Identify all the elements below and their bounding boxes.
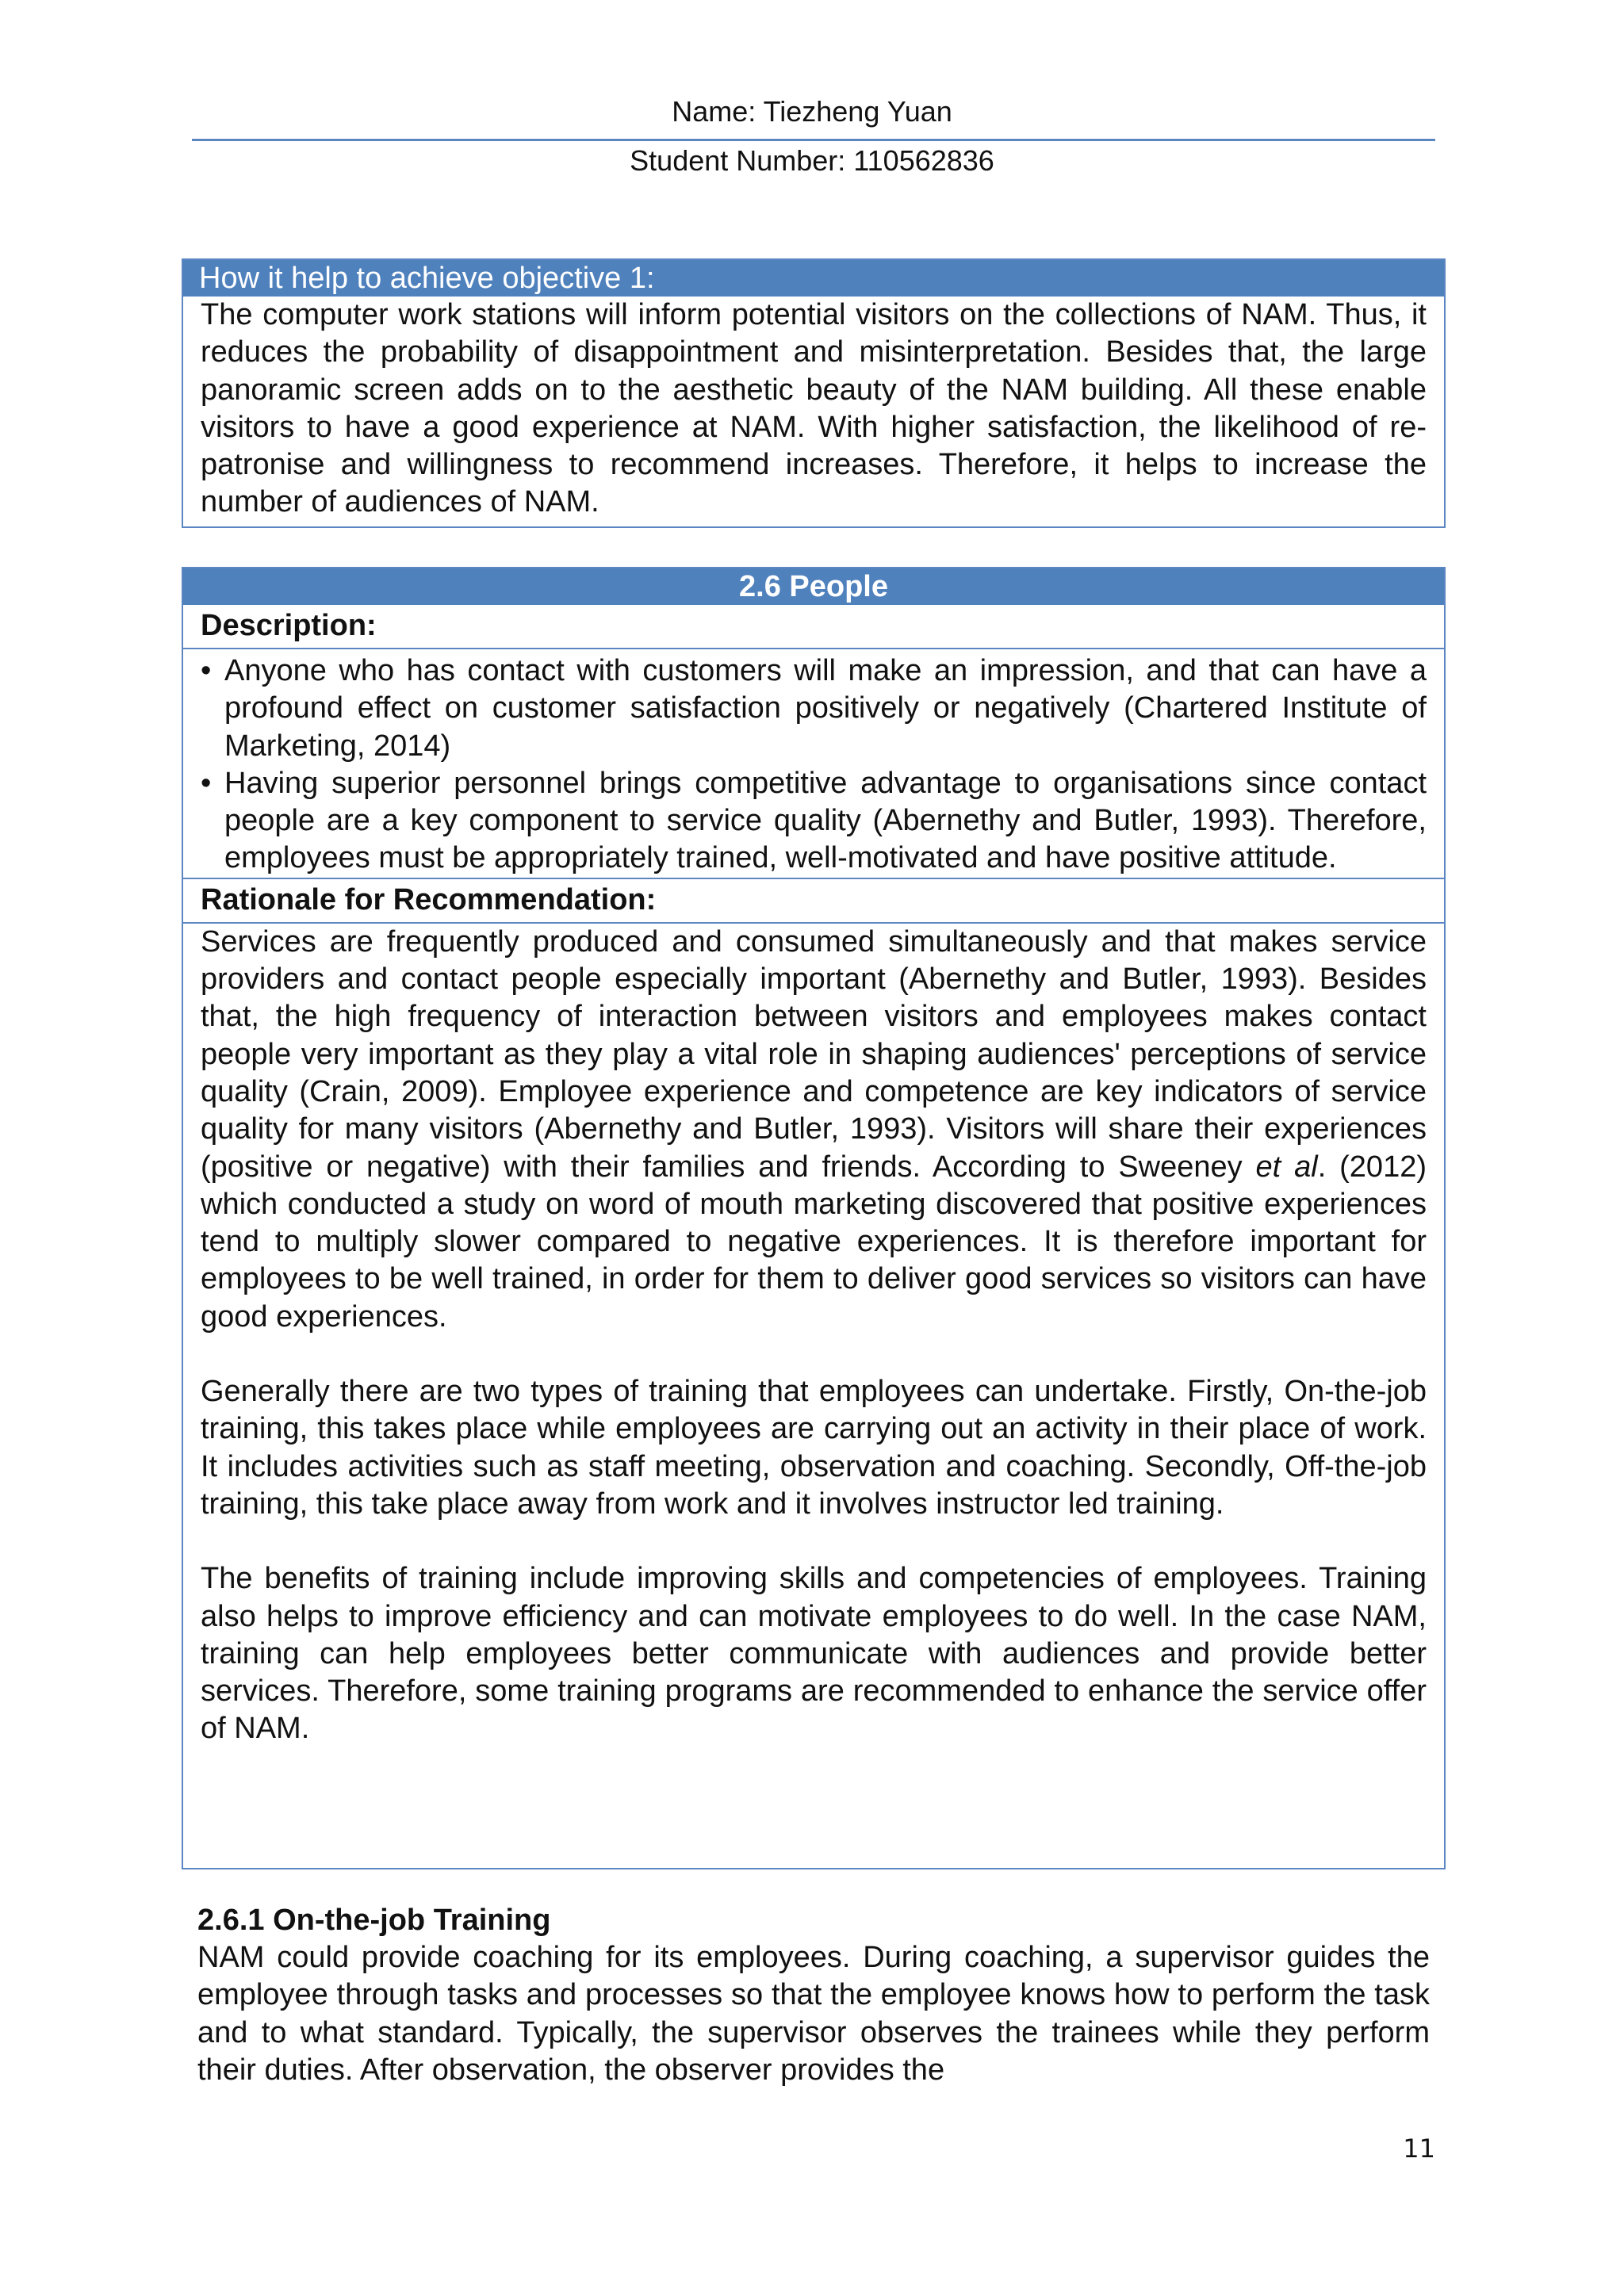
bullet-marker: • [201, 766, 212, 800]
header-name: Name: Tiezheng Yuan [672, 95, 952, 128]
paragraph-gap [183, 1523, 1444, 1560]
rationale-text: Services are frequently produced and consumed simultaneously and that makes service providers and contact people especially important (Abernethy and Butler, 1993). Besides that, the high frequency of interaction between visitors and employees makes contact people very important as they play a vital role in shaping audiences' perceptions of service quality (Crain, 2009). Employee experience and competence are key indicators of service quality for many visitors (Abernethy and Butler, 1993). Visitors will share their experiences (positive or negative) with their families and friends. According to Sweeney [201, 924, 1427, 1184]
list-item [201, 652, 1427, 765]
people-box [182, 567, 1446, 1869]
header-divider [192, 139, 1435, 141]
rationale-paragraph-3: The benefits of training include improving skills and competencies of employees. Training also helps to improve efficiency and can motivate employees to do well. In the case NAM, training can help employees better communicate with audiences and provide better services. Therefore, some training programs are recommended to enhance the service offer of NAM. [201, 1562, 1427, 1746]
paragraph-gap [183, 1336, 1444, 1373]
page-number: 11 [1403, 2133, 1435, 2164]
bullet-text: Anyone who has contact with customers will make an impression, and that can have a profound effect on customer satisfaction positively or negatively (Chartered Institute of Marketing, 2014) [224, 654, 1427, 763]
header-student-number: Student Number: 110562836 [630, 144, 994, 177]
bullet-marker: • [201, 654, 212, 687]
rationale-text: . (2012) which conducted a study on word of mouth marketing discovered that positive experiences tend to multiply slower compared to negative experiences. It is therefore important for employees to be well trained, in order for them to deliver good services so visitors can have good experiences. [201, 1150, 1427, 1334]
description-bullet-list [183, 649, 1444, 878]
citation-italic: et al [1255, 1150, 1318, 1184]
rationale-paragraph-2: Generally there are two types of training that employees can undertake. Firstly, On-the-job training, this takes place while employees are carrying out an activity in their place of work. It includes activities such as staff meeting, observation and coaching. Secondly, Off-the-job training, this take place away from work and it involves instructor led training. [201, 1375, 1427, 1521]
on-the-job-training-section [197, 1901, 1430, 2089]
rationale-paragraph-1 [183, 924, 1444, 1336]
objective-body: The computer work stations will inform potential visitors on the collections of NAM. Thus, it reduces the probability of disappointment and misinterpretation. Besides that, the large panoramic screen adds on to the aesthetic beauty of the NAM building. All these enable visitors to have a good experience at NAM. With higher satisfaction, the likelihood of re-patronise and willingness to recommend increases. Therefore, it helps to increase the number of audiences of NAM. [201, 298, 1427, 519]
bullet-text: Having superior personnel brings competitive advantage to organisations since contact people are a key component to service quality (Abernethy and Butler, 1993). Therefore, employees must be appropriately trained, well-motivated and have positive attitude. [224, 766, 1427, 875]
people-section-title: 2.6 People [183, 568, 1444, 605]
section-heading: 2.6.1 On-the-job Training [197, 1904, 551, 1937]
list-item [201, 765, 1427, 878]
rationale-label: Rationale for Recommendation: [183, 878, 1444, 924]
objective-heading: How it help to achieve objective 1: [183, 260, 1444, 297]
section-body: NAM could provide coaching for its employees. During coaching, a supervisor guides the employee through tasks and processes so that the employee knows how to perform the task and to what standard. Typically, the supervisor observes the trainees while they perform their duties. After observation, the observer provides the [197, 1941, 1430, 2087]
description-label: Description: [183, 605, 1444, 649]
objective-box [182, 258, 1446, 528]
